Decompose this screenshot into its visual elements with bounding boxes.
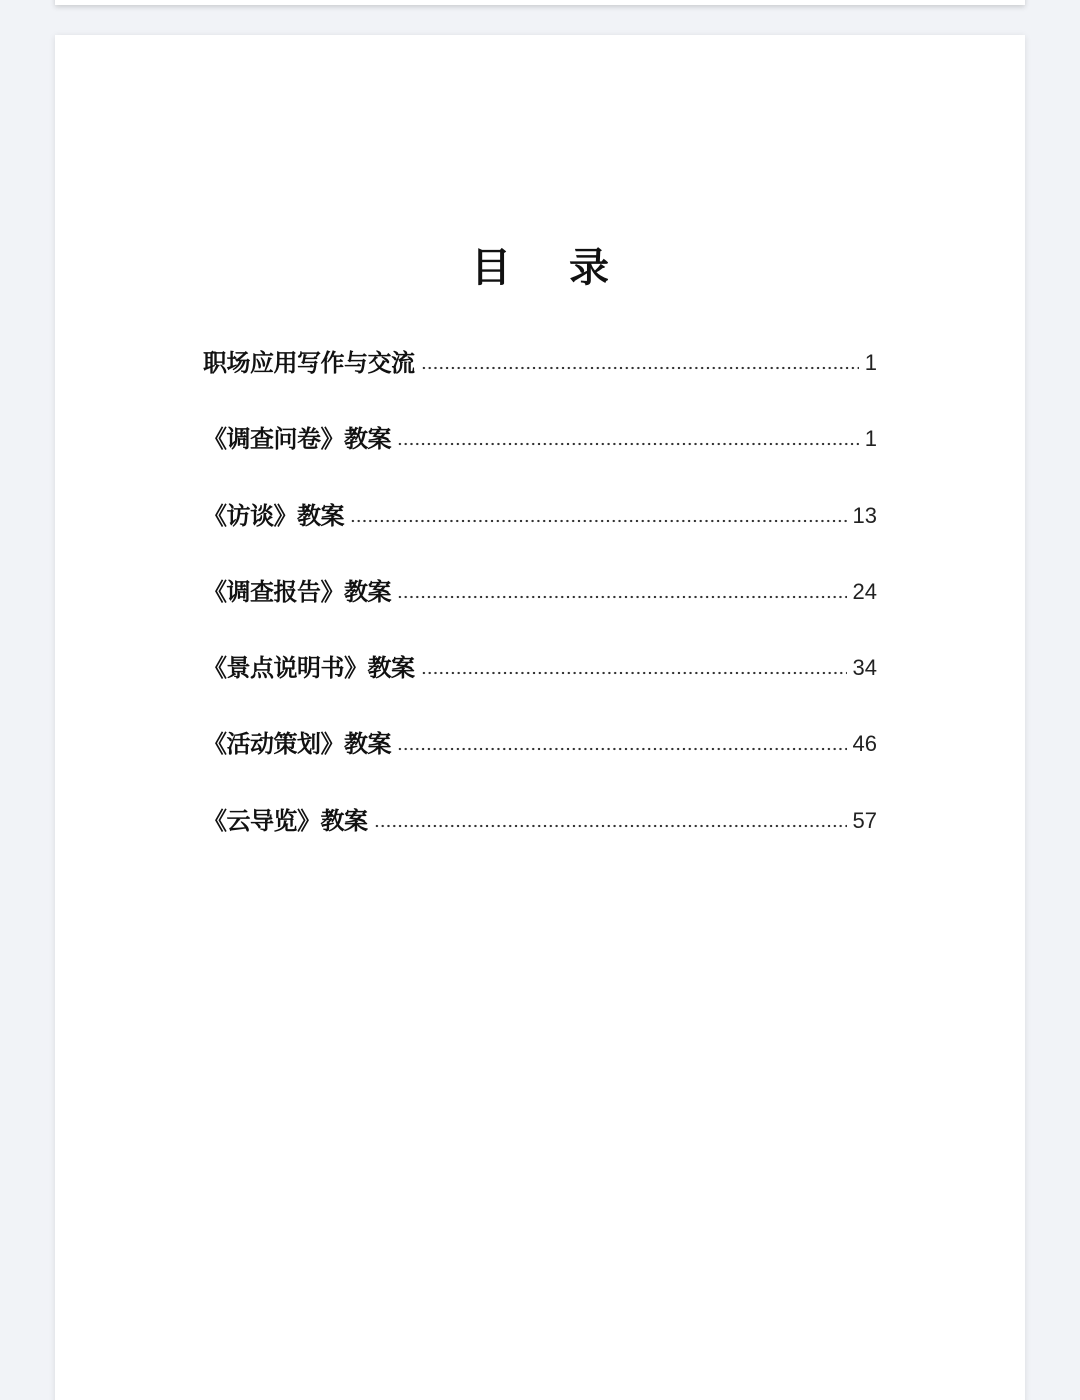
toc-entry-title: 《访谈》教案 (203, 501, 344, 530)
toc-dot-leader (421, 364, 859, 372)
toc-entry[interactable] (203, 340, 877, 378)
page-title (55, 240, 1025, 296)
toc-entry-title: 《调查问卷》教案 (203, 425, 391, 454)
toc-dot-leader (350, 517, 847, 525)
toc-entry-page: 24 (852, 578, 877, 604)
toc-entry[interactable] (203, 683, 877, 759)
toc-entry-title: 《调查报告》教案 (203, 577, 391, 606)
toc-entry-title: 《活动策划》教案 (203, 730, 391, 759)
toc-entry[interactable] (203, 454, 877, 530)
page-title-char: 目 (471, 245, 511, 291)
toc-entry-page: 1 (864, 350, 877, 375)
toc-entry-page: 57 (852, 807, 877, 833)
toc-entry[interactable] (203, 378, 877, 454)
table-of-contents (203, 340, 877, 836)
toc-entry[interactable] (203, 531, 877, 607)
toc-dot-leader (397, 745, 847, 753)
toc-entry-page: 1 (864, 426, 877, 452)
toc-entry-title: 《景点说明书》教案 (203, 654, 415, 683)
toc-dot-leader (421, 669, 847, 677)
toc-entry-title: 职场应用写作与交流 (203, 349, 415, 377)
toc-entry[interactable] (203, 759, 877, 835)
toc-dot-leader (374, 822, 847, 830)
page-title-char: 录 (569, 245, 609, 291)
document-page (55, 35, 1025, 1400)
toc-entry-page: 13 (852, 502, 877, 528)
toc-entry-page: 46 (852, 731, 877, 757)
toc-entry-page: 34 (852, 655, 877, 681)
toc-entry-title: 《云导览》教案 (203, 806, 368, 835)
previous-page (55, 0, 1025, 5)
toc-dot-leader (397, 593, 847, 601)
toc-dot-leader (397, 440, 859, 448)
toc-entry[interactable] (203, 607, 877, 683)
